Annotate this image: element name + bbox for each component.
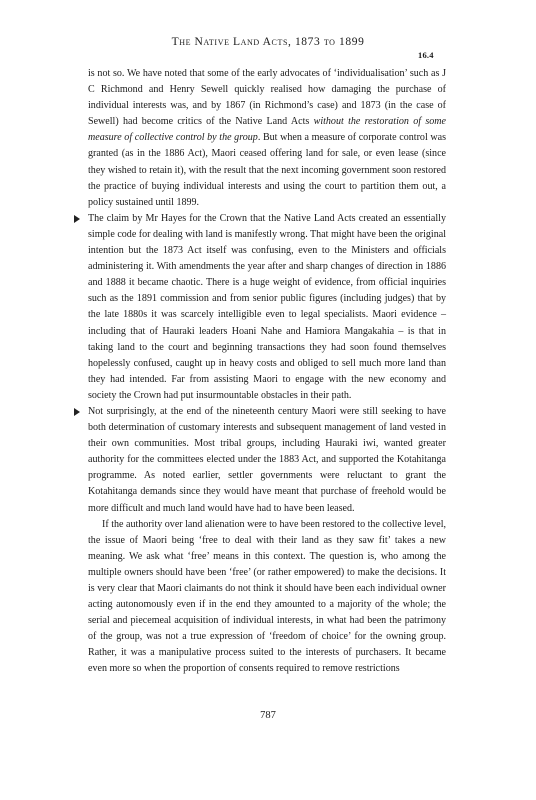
bullet-item-maori-seeking [88,404,446,517]
paragraph-emphasis: without the restoration of some measure of collective control by the group [88,116,446,144]
section-number: 16.4 [418,50,434,60]
bullet-text: Not surprisingly, at the end of the nineteenth century Maori were still seeking to have both determination of customary interests and subsequent management of land vested in their own communities. Most tribal groups, including Hauraki iwi, wanted greater authority for the committees elected under the 1883 Act, and supported the Kotahitanga programme. As noted earlier, settler governments were reluctant to grant the Kotahitanga demands since they would have meant that purchase of freehold would be more difficult and much land would have had to have been leased. [88,405,446,514]
bullet-item-crown-claim [88,211,446,404]
paragraph-text-end: . But when a measure of corporate control was granted (as in the 1886 Act), Maori ceased offering land for sale, or even lease (since they wished to retain it), with the result that the next incoming government soon restored the practice of buying individual interests and using the court to partition them out, a policy sustained until 1899. [88,132,446,208]
running-head: The Native Land Acts, 1873 to 1899 [171,36,365,48]
triangle-bullet-icon [74,215,80,223]
paragraph-continued [88,66,446,211]
paragraph-collective-authority: If the authority over land alienation were to have been restored to the collective level, the issue of Maori being ‘free to deal with their land as they saw fit’ takes a new meaning. We ask what ‘free’ means in this context. The question is, who among the multiple owners should have been ‘free’ (or rather empowered) to make the decisions. It is very clear that Maori claimants do not think it should have been each individual owner acting autonomously even if in the end they amounted to a majority of the whole; the serial and piecemeal acquisition of individual interests, in what had been the patrimony of the group, was not a true expression of ‘freedom of choice’ for the owning group. Rather, it was a manipulative process suited to the interests of purchasers. It became even more so when the proportion of consents required to remove restrictions [88,518,446,675]
paragraph-text: is not so. We have noted that some of the early advocates of ‘individualisation’ such as J C Richmond and Henry Sewell quickly realised how damaging the purchase of individual interests was, and by 1867 (in Richmond’s case) and 1873 (in the case of Sewell) had become critics of the Native Land Acts [88,68,446,128]
bullet-text: The claim by Mr Hayes for the Crown that the Native Land Acts created an essentially simple code for dealing with land is manifestly wrong. That might have been the original intention but the 1873 Act itself was confusing, even to the Ministers and officials administering it. With amendments the year after and sharp changes of direction in 1886 and 1888 it became chaotic. There is a huge weight of evidence, from official inquiries such as the 1891 commission and from senior public figures (including judges) that by the late 1880s it was scarcely intelligible even to legal specialists. Maori evidence – including that of Hauraki leaders Hoani Nahe and Hamiora Mangakahia – is that in taking land to the court and beginning transactions they had soon found themselves hopelessly confused, caught up in heavy costs and obliged to sell much more land than they had intended. Far from assisting Maori to engage with the new economy and society the Crown had put insurmountable obstacles in their path. [88,212,446,401]
body-text [88,66,446,678]
triangle-bullet-icon [74,408,80,416]
page-number: 787 [260,710,276,721]
